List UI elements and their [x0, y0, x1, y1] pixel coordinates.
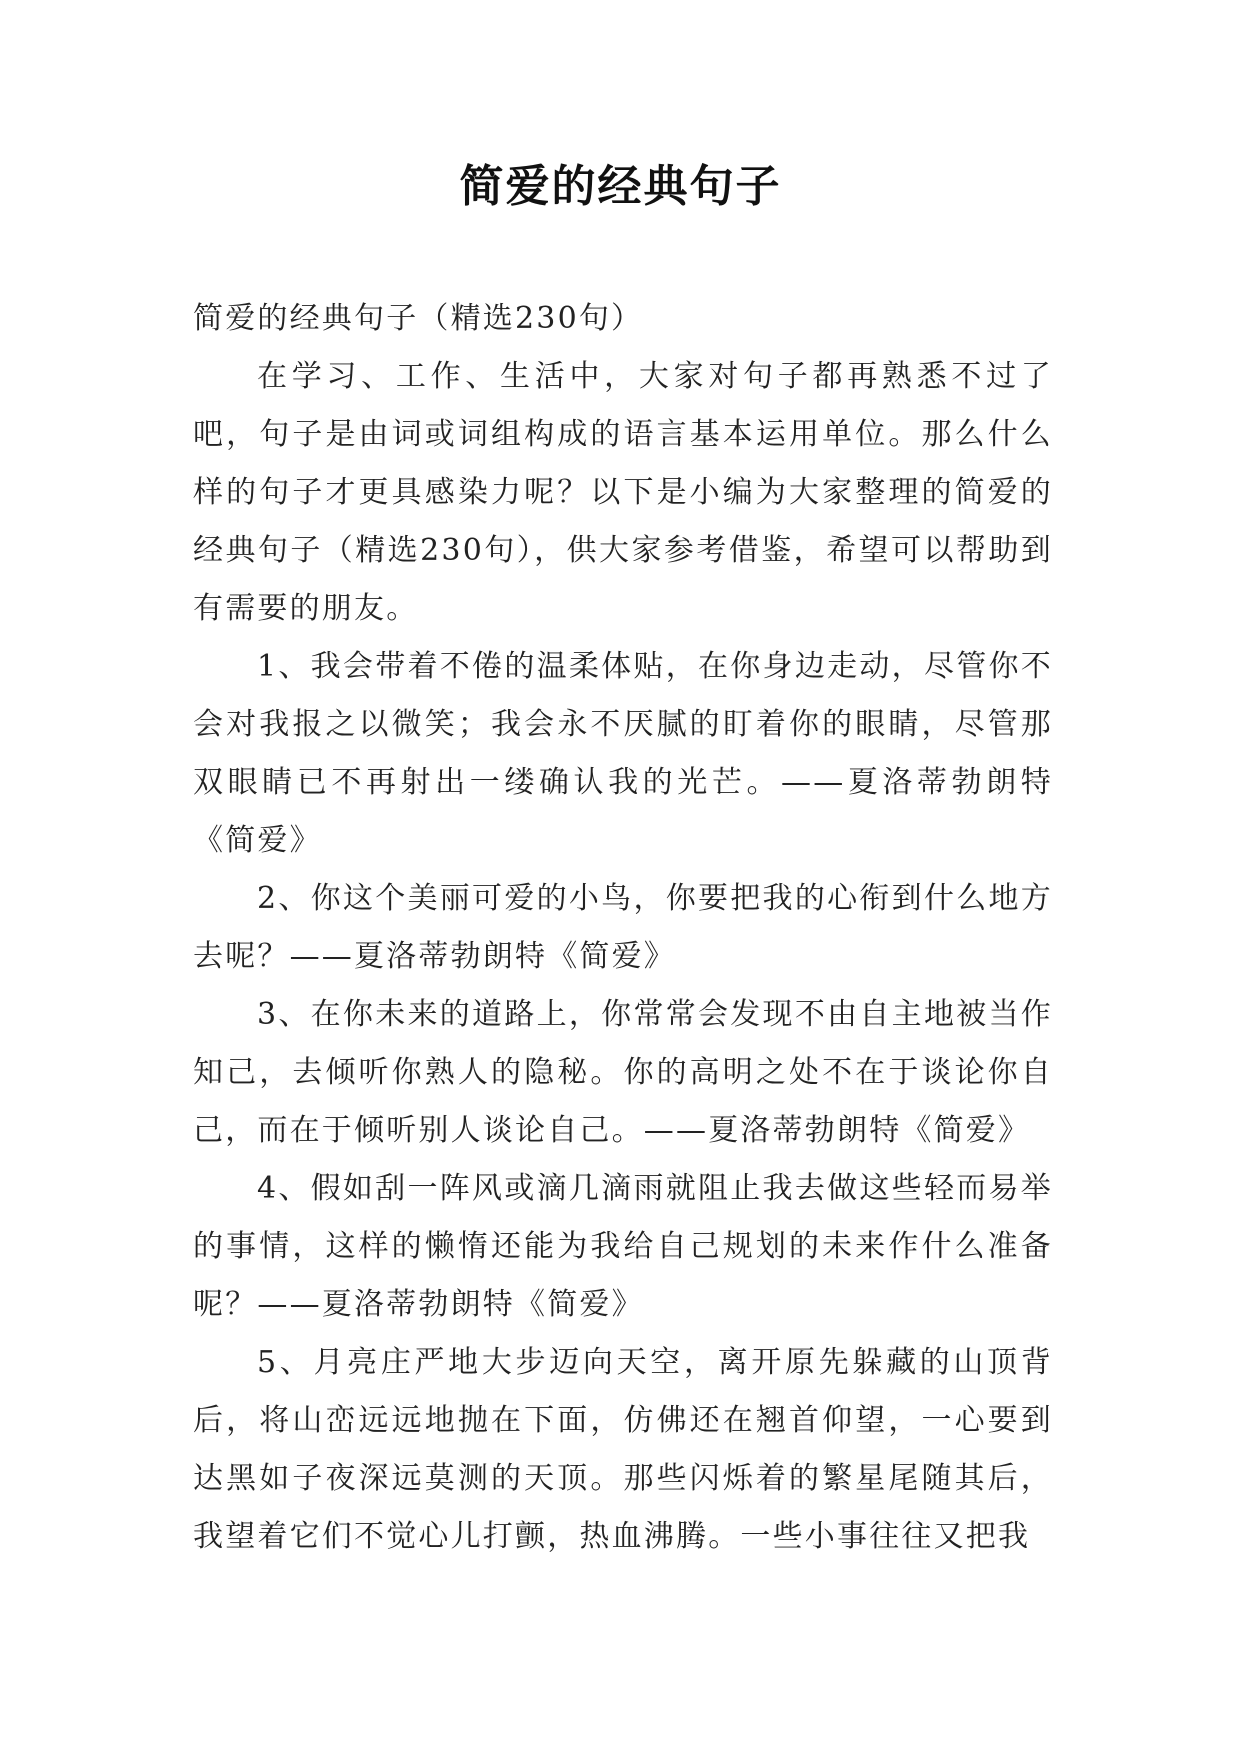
- quote-paragraph-3: 3、在你未来的道路上，你常常会发现不由自主地被当作知己，去倾听你熟人的隐秘。你的高明之处不在于谈论你自己，而在于倾听别人谈论自己。——夏洛蒂勃朗特《简爱》: [193, 997, 1053, 1148]
- intro-paragraph: 在学习、工作、生活中，大家对句子都再熟悉不过了吧，句子是由词或词组构成的语言基本运用单位。那么什么样的句子才更具感染力呢？以下是小编为大家整理的简爱的经典句子（精选230句），供大家参考借鉴，希望可以帮助到有需要的朋友。: [193, 359, 1053, 626]
- quote-paragraph-5: 5、月亮庄严地大步迈向天空，离开原先躲藏的山顶背后，将山峦远远地抛在下面，仿佛还在翘首仰望，一心要到达黑如子夜深远莫测的天顶。那些闪烁着的繁星尾随其后，我望着它们不觉心儿打颤，热血沸腾。一些小事往往又把我: [193, 1345, 1053, 1554]
- quote-paragraph-1: 1、我会带着不倦的温柔体贴，在你身边走动，尽管你不会对我报之以微笑；我会永不厌腻的盯着你的眼睛，尽管那双眼睛已不再射出一缕确认我的光芒。——夏洛蒂勃朗特《简爱》: [193, 649, 1053, 858]
- document-subtitle: 简爱的经典句子（精选230句）: [193, 301, 644, 336]
- document-title: 简爱的经典句子: [459, 161, 782, 212]
- quote-paragraph-4: 4、假如刮一阵风或滴几滴雨就阻止我去做这些轻而易举的事情，这样的懒惰还能为我给自己规划的未来作什么准备呢？——夏洛蒂勃朗特《简爱》: [193, 1171, 1053, 1322]
- document-body: [193, 290, 1053, 1566]
- quote-paragraph-2: 2、你这个美丽可爱的小鸟，你要把我的心衔到什么地方去呢？——夏洛蒂勃朗特《简爱》: [193, 881, 1053, 974]
